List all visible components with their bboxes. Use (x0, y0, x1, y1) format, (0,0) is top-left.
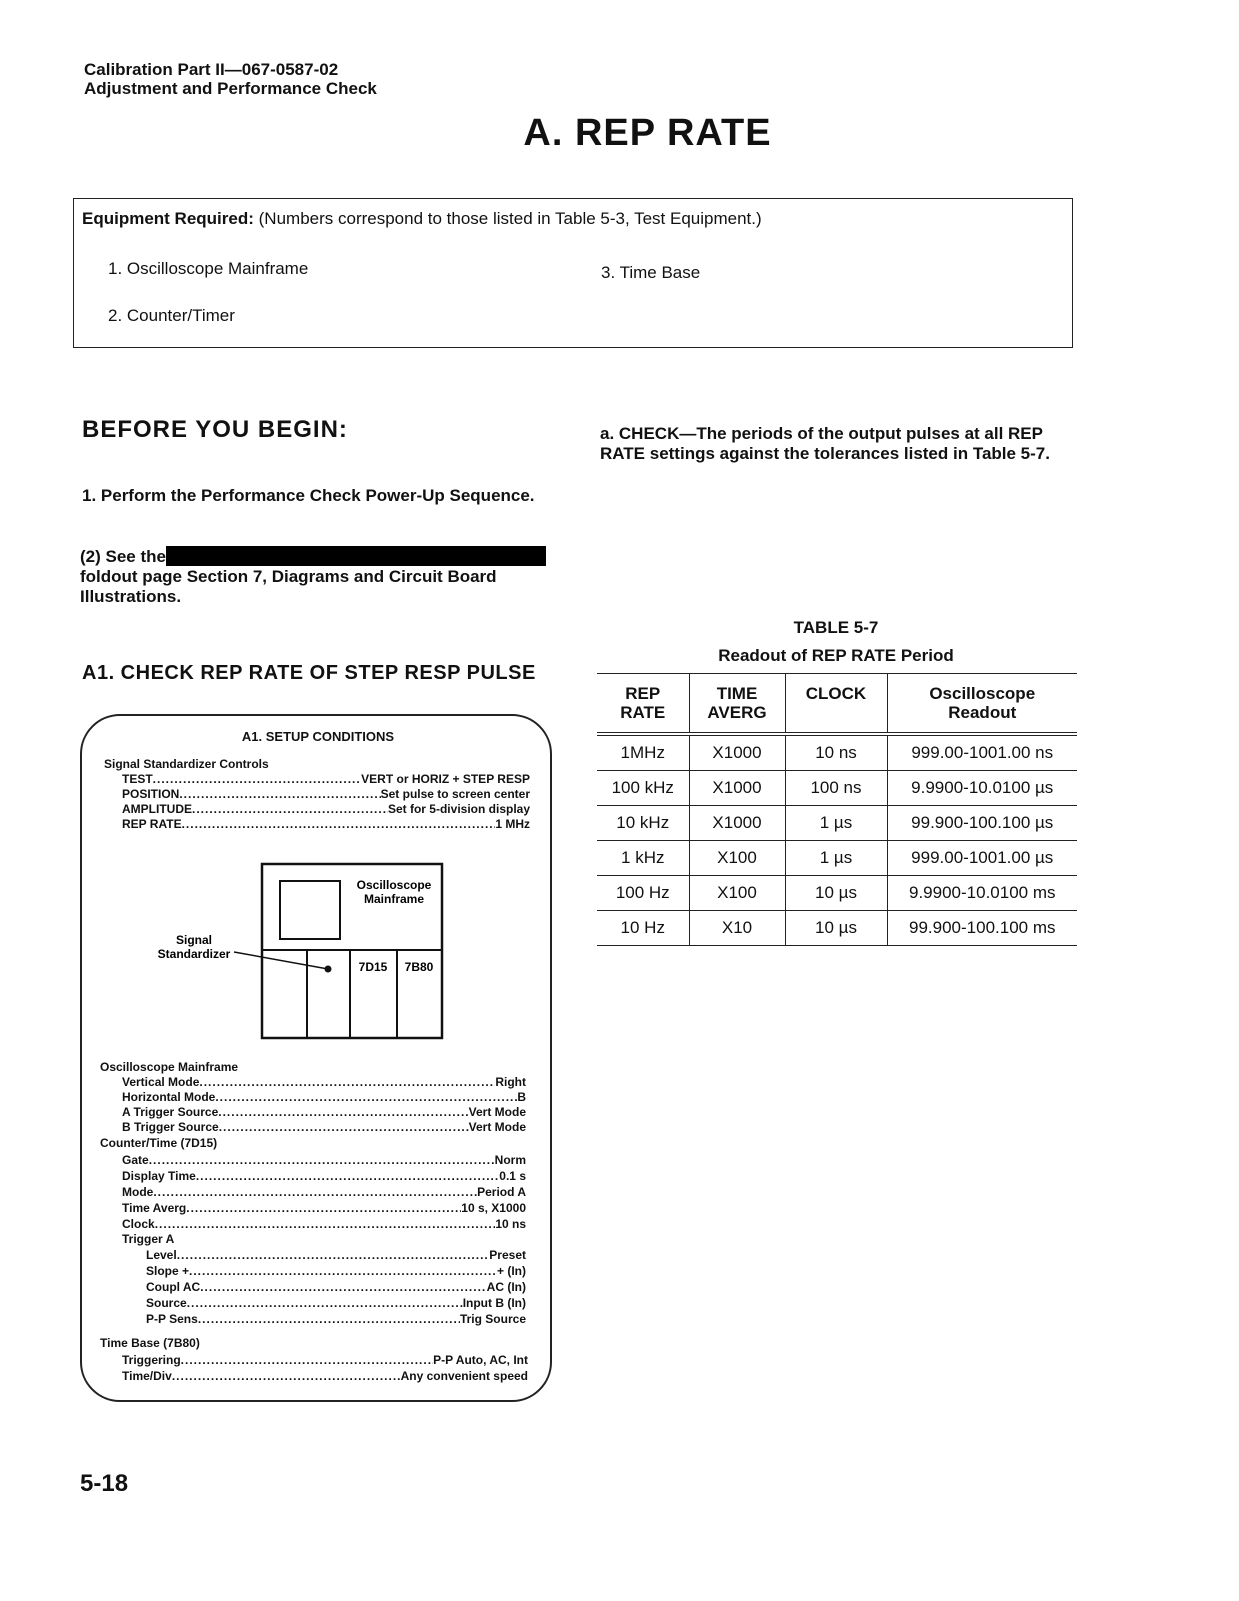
cell-rep-rate: 1MHz (620, 743, 665, 762)
header-time-averg: TIME AVERG (689, 674, 785, 735)
cell-time-averg: X100 (689, 841, 785, 876)
page-title: A. REP RATE (523, 112, 772, 154)
setting-row-display-time: Display Time ..... 0.1 s (122, 1169, 526, 1184)
setting-row-pp-sens: P-P Sens ..... Trig Source (146, 1312, 526, 1327)
step-2-suffix: foldout page Section 7, Diagrams and Circuit Board Illustrations. (80, 567, 497, 606)
setting-row-b-trigger-source: B Trigger Source ..... Vert Mode (122, 1120, 526, 1135)
cell-clock: 10 ns (785, 734, 887, 771)
header-clock: CLOCK (785, 674, 887, 735)
setting-row-test: TEST ..... VERT or HORIZ + STEP RESP (122, 772, 530, 787)
setting-row-clock: Clock ..... 10 ns (122, 1217, 526, 1232)
cell-rep-rate: 10 kHz (616, 813, 670, 832)
cell-time-averg: X10 (689, 911, 785, 946)
setting-row-amplitude: AMPLITUDE ..... Set for 5-division display (122, 802, 530, 817)
setting-row-level: Level ..... Preset (146, 1248, 526, 1263)
cell-clock: 100 ns (785, 771, 887, 806)
cell-clock: 1 µs (785, 841, 887, 876)
standardizer-pointer (234, 952, 328, 969)
cell-rep-rate: 100 Hz (615, 883, 670, 902)
table-row (597, 841, 1077, 876)
counter-timer-group: Counter/Time (7D15) (100, 1136, 218, 1150)
trigger-a-group: Trigger A (122, 1232, 175, 1246)
cell-readout: 999.00-1001.00 ns (887, 734, 1077, 771)
equipment-item-2: 2. Counter/Timer (108, 306, 235, 325)
step-2-prefix: (2) See the (80, 547, 166, 566)
check-instruction: a. CHECK—The periods of the output pulses at all REP RATE settings against the tolerances listed in Table 5-7. (600, 424, 1050, 463)
plugin-7b80-label: 7B80 (404, 960, 434, 974)
step-1: 1. Perform the Performance Check Power-Up Sequence. (82, 486, 535, 505)
setup-conditions-box (80, 714, 552, 1402)
table-row (597, 771, 1077, 806)
standardizer-label-2: Standardizer (157, 947, 231, 961)
setting-row-source: Source ..... Input B (In) (146, 1296, 526, 1311)
table-row (597, 911, 1077, 946)
before-you-begin-heading: BEFORE YOU BEGIN: (82, 416, 348, 443)
standardizer-label-1: Signal (175, 933, 213, 947)
table-caption-title: Readout of REP RATE Period (718, 646, 954, 665)
mainframe-label-1: Oscilloscope (356, 878, 432, 892)
page-number: 5-18 (80, 1470, 129, 1497)
setting-row-time-div: Time/Div ..... Any convenient speed (122, 1369, 528, 1384)
setting-row-rep-rate: REP RATE ..... 1 MHz (122, 817, 530, 832)
header-line-1: Calibration Part II—067-0587-02 (84, 60, 339, 79)
crt-screen (280, 881, 340, 939)
table-header-row (597, 674, 1077, 735)
equipment-item-3: 3. Time Base (601, 263, 701, 282)
mainframe-group: Oscilloscope Mainframe (100, 1060, 239, 1074)
a1-heading: A1. CHECK REP RATE OF STEP RESP PULSE (82, 662, 536, 684)
cell-rep-rate: 1 kHz (621, 848, 665, 867)
table-row (597, 806, 1077, 841)
table-caption-number: TABLE 5-7 (793, 618, 879, 637)
cell-readout: 999.00-1001.00 µs (887, 841, 1077, 876)
equipment-label: Equipment Required: (82, 209, 254, 228)
table-row (597, 876, 1077, 911)
cell-readout: 99.900-100.100 ms (887, 911, 1077, 946)
mainframe-label-2: Mainframe (363, 892, 425, 906)
equipment-item-1: 1. Oscilloscope Mainframe (108, 259, 309, 278)
cell-clock: 10 µs (785, 911, 887, 946)
running-header (84, 60, 377, 98)
equipment-required (82, 209, 762, 229)
cell-readout: 9.9900-10.0100 µs (887, 771, 1077, 806)
cell-clock: 10 µs (785, 876, 887, 911)
equipment-note: (Numbers correspond to those listed in Table 5-3, Test Equipment.) (258, 209, 762, 228)
standardizer-dot (325, 966, 332, 973)
setting-row-time-averg: Time Averg ..... 10 s, X1000 (122, 1201, 526, 1216)
cell-clock: 1 µs (785, 806, 887, 841)
cell-time-averg: X1000 (689, 806, 785, 841)
table-row (597, 734, 1077, 771)
setting-row-horizontal-mode: Horizontal Mode ..... B (122, 1090, 526, 1105)
cell-time-averg: X100 (689, 876, 785, 911)
setup-title: A1. SETUP CONDITIONS (241, 729, 395, 744)
cell-readout: 9.9900-10.0100 ms (887, 876, 1077, 911)
setting-row-slope: Slope + ..... + (In) (146, 1264, 526, 1279)
setting-row-a-trigger-source: A Trigger Source ..... Vert Mode (122, 1105, 526, 1120)
cell-time-averg: X1000 (689, 734, 785, 771)
header-readout: Oscilloscope Readout (887, 674, 1077, 735)
header-rep-rate: REP RATE (620, 684, 666, 722)
cell-rep-rate: 10 Hz (620, 918, 665, 937)
cell-readout: 99.900-100.100 µs (887, 806, 1077, 841)
setting-row-vertical-mode: Vertical Mode ..... Right (122, 1075, 526, 1090)
setting-row-triggering: Triggering ..... P-P Auto, AC, Int (122, 1353, 528, 1368)
setting-row-mode: Mode ..... Period A (122, 1185, 526, 1200)
time-base-group: Time Base (7B80) (100, 1336, 200, 1350)
setting-row-position: POSITION ..... Set pulse to screen center (122, 787, 530, 802)
equipment-box (73, 198, 1073, 348)
cell-rep-rate: 100 kHz (611, 778, 674, 797)
step-2 (80, 546, 556, 607)
signal-standardizer-group: Signal Standardizer Controls (104, 757, 269, 771)
redaction-bar (166, 546, 546, 566)
rep-rate-table (597, 673, 1077, 946)
cell-time-averg: X1000 (689, 771, 785, 806)
header-line-2: Adjustment and Performance Check (84, 79, 377, 98)
plugin-7d15-label: 7D15 (358, 960, 388, 974)
setting-row-coupl: Coupl AC ..... AC (In) (146, 1280, 526, 1295)
instrument-diagram (142, 856, 532, 1046)
setting-row-gate: Gate ..... Norm (122, 1153, 526, 1168)
